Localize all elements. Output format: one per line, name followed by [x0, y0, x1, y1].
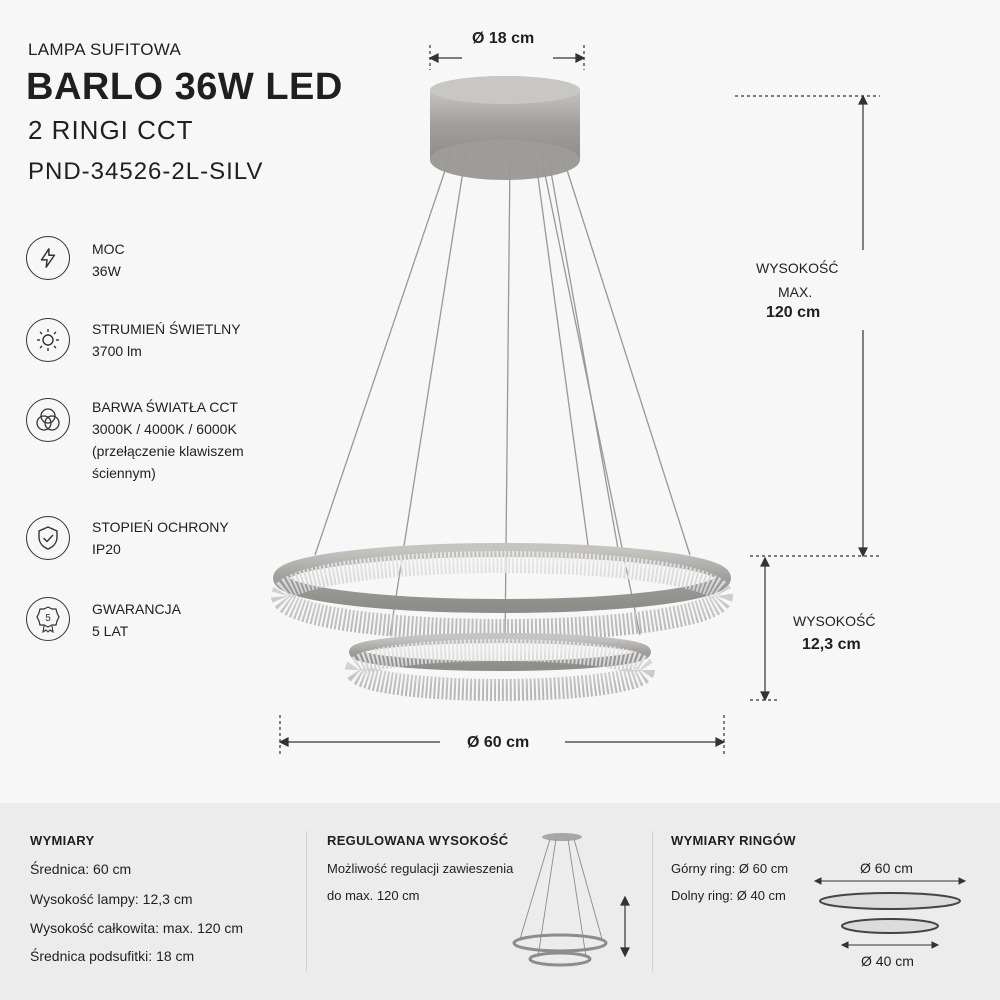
product-code: PND-34526-2L-SILV	[28, 158, 264, 185]
feature-label: STOPIEŃ OCHRONY	[92, 519, 229, 535]
svg-text:5: 5	[45, 613, 51, 624]
top-ring	[280, 550, 724, 630]
ring-height-label: WYSOKOŚĆ	[793, 613, 876, 629]
feature-value: 5 LAT	[92, 623, 129, 639]
product-category: LAMPA SUFITOWA	[28, 40, 182, 59]
feature-value: 3700 lm	[92, 343, 142, 359]
canopy-diameter-label: Ø 18 cm	[472, 30, 535, 47]
feature-value-note: (przełączenie klawiszem	[92, 443, 244, 459]
feature-value: IP20	[92, 541, 121, 557]
feature-label: BARWA ŚWIATŁA CCT	[92, 399, 238, 415]
total-height-label-max: MAX.	[778, 284, 813, 300]
ring-height-value: 12,3 cm	[802, 636, 861, 653]
dimension-row: Średnica podsufitki: 18 cm	[30, 948, 195, 964]
width-diameter-label: Ø 60 cm	[467, 734, 530, 751]
ceiling-canopy	[430, 76, 580, 180]
dimensions-heading: WYMIARY	[30, 833, 95, 848]
top-ring-dimension: Górny ring: Ø 60 cm	[671, 861, 789, 876]
specs-panel	[0, 803, 1000, 1000]
adjustable-height-text: Możliwość regulacji zawieszenia	[327, 861, 514, 876]
dimension-row: Wysokość całkowita: max. 120 cm	[30, 920, 244, 936]
feature-value: 36W	[92, 263, 121, 279]
divider	[306, 831, 307, 971]
bottom-ring	[354, 638, 646, 690]
adjustable-height-text: do max. 120 cm	[327, 888, 420, 903]
feature-value-note: ściennym)	[92, 465, 156, 481]
divider	[652, 831, 653, 971]
dimension-row: Średnica: 60 cm	[30, 861, 132, 877]
feature-value: 3000K / 4000K / 6000K	[92, 421, 237, 437]
mini-lamp-illustration	[510, 829, 650, 974]
total-height-value: 120 cm	[766, 304, 821, 321]
top-ring-diameter-label: Ø 60 cm	[860, 860, 913, 876]
ring-dimensions-heading: WYMIARY RINGÓW	[671, 833, 796, 848]
bottom-ring-diameter-label: Ø 40 cm	[861, 953, 914, 969]
dimension-row: Wysokość lampy: 12,3 cm	[30, 891, 193, 907]
product-title: BARLO 36W LED	[26, 66, 343, 108]
bottom-ring-dimension: Dolny ring: Ø 40 cm	[671, 888, 786, 903]
product-subtitle: 2 RINGI CCT	[28, 115, 194, 145]
feature-label: MOC	[92, 241, 125, 257]
total-height-label: WYSOKOŚĆ	[756, 260, 839, 276]
feature-label: STRUMIEŃ ŚWIETLNY	[92, 321, 241, 337]
adjustable-height-heading: REGULOWANA WYSOKOŚĆ	[327, 833, 509, 848]
feature-label: GWARANCJA	[92, 601, 181, 617]
